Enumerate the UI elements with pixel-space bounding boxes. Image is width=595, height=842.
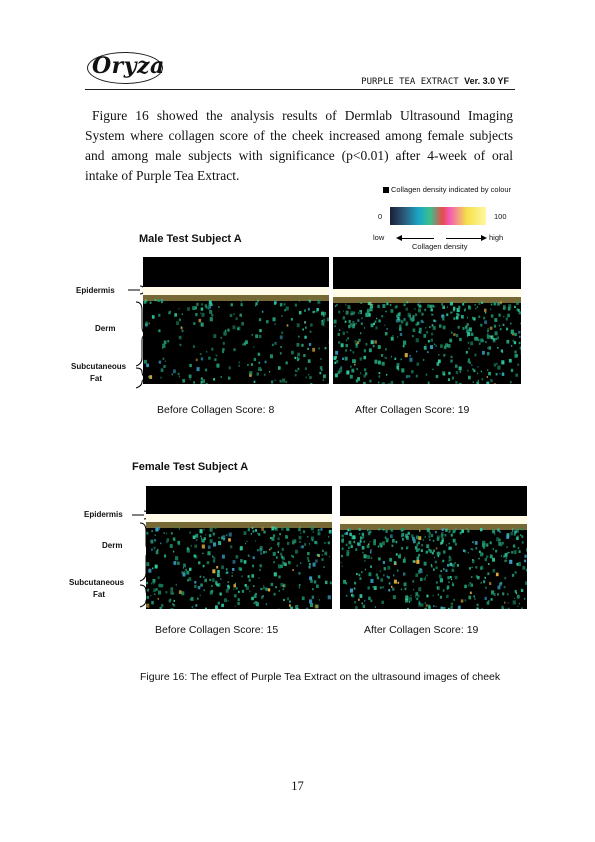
female-after-ultrasound-image: [340, 486, 527, 609]
arrowhead-right-icon: [481, 235, 487, 241]
male-label-epidermis: Epidermis: [76, 286, 115, 295]
logo: Oryza: [92, 53, 165, 79]
female-before-ultrasound-image: [146, 486, 332, 609]
figure-caption: Figure 16: The effect of Purple Tea Extract on the ultrasound images of cheek: [140, 671, 501, 683]
page-number: 17: [291, 779, 304, 793]
male-after-score: After Collagen Score: 19: [355, 404, 470, 416]
legend-min: 0: [378, 212, 383, 221]
header-version: Ver. 3.0 YF: [464, 76, 509, 86]
male-after-ultrasound-image: [333, 257, 521, 384]
female-label-epidermis: Epidermis: [84, 510, 123, 519]
female-before-score: Before Collagen Score: 15: [155, 624, 279, 636]
male-label-fat: Fat: [90, 374, 102, 383]
arrow-left-icon: [399, 238, 434, 239]
legend-square-icon: [383, 187, 389, 193]
body-paragraph: Figure 16 showed the analysis results of Dermlab Ultrasound Imaging System where collagen score of the cheek increased among female subjects and among male subjects with significance (p<0.01) after 4-week of oral intake of Purple Tea Extract.: [85, 108, 513, 183]
female-label-derm: Derm: [102, 541, 123, 550]
male-label-subcutaneous: Subcutaneous: [71, 362, 127, 371]
legend-high: high: [489, 233, 504, 242]
arrow-right-icon: [446, 238, 481, 239]
male-before-score: Before Collagen Score: 8: [157, 404, 275, 416]
male-label-derm: Derm: [95, 324, 116, 333]
female-label-fat: Fat: [93, 590, 105, 599]
legend-low: low: [373, 233, 385, 242]
collagen-colorbar: [390, 207, 486, 225]
male-subject-title: Male Test Subject A: [139, 233, 242, 245]
legend-title: Collagen density indicated by colour: [383, 185, 511, 194]
legend-max: 100: [494, 212, 507, 221]
arrowhead-left-icon: [396, 235, 402, 241]
male-before-ultrasound-image: [143, 257, 329, 384]
female-subject-title: Female Test Subject A: [132, 461, 249, 473]
header-product: PURPLE TEA EXTRACT: [361, 77, 459, 87]
female-label-subcutaneous: Subcutaneous: [69, 578, 125, 587]
header-rule: [85, 89, 515, 90]
female-after-score: After Collagen Score: 19: [364, 624, 479, 636]
running-header: [361, 76, 509, 87]
legend-axis-label: Collagen density: [412, 242, 468, 251]
